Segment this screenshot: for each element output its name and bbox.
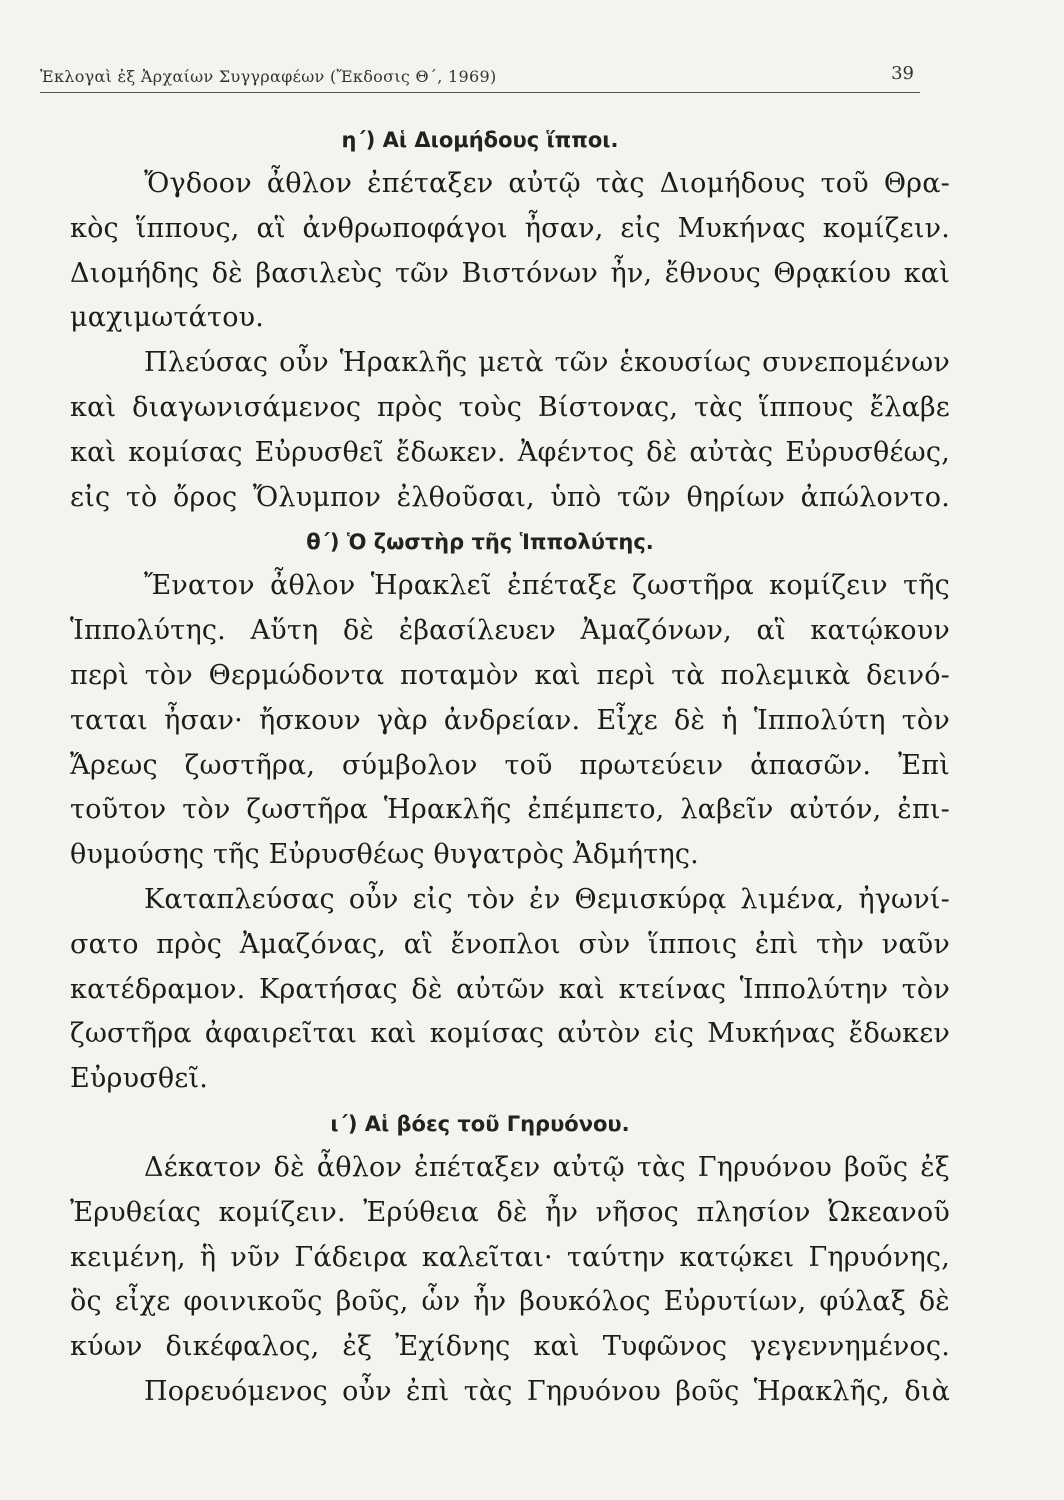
section-heading-theta: θ΄) Ὁ ζωστὴρ τῆς Ἱππολύτης.: [306, 530, 654, 555]
text-line: ζωστῆρα ἀφαιρεῖται καὶ κομίσας αὐτὸν εἰς Μυκήνας ἔδωκεν: [70, 1018, 950, 1050]
text-line: κύων δικέφαλος, ἐξ Ἐχίδνης καὶ Τυφῶνος γεγεννημένος.: [70, 1331, 950, 1363]
running-title: Ἐκλογαὶ ἐξ Ἀρχαίων Συγγραφέων (Ἔκδοσις Θ΄, 1969): [40, 67, 497, 86]
text-line: θυμούσης τῆς Εὐρυσθέως θυγατρὸς Ἀδμήτης.: [70, 839, 699, 871]
section-heading-eta: η΄) Αἱ Διομήδους ἵπποι.: [341, 128, 619, 152]
text-line: Ἱππολύτης. Αὕτη δὲ ἐβασίλευεν Ἀμαζόνων, αἳ κατῴκουν: [70, 615, 950, 647]
text-line: εἰς τὸ ὄρος Ὄλυμπον ἐλθοῦσαι, ὑπὸ τῶν θηρίων ἀπώλοντο.: [70, 481, 950, 513]
text-line: Καταπλεύσας οὖν εἰς τὸν ἐν Θεμισκύρᾳ λιμένα, ἠγωνί-: [144, 883, 950, 915]
text-line: περὶ τὸν Θερμώδοντα ποταμὸν καὶ περὶ τὰ πολεμικὰ δεινό-: [70, 659, 950, 691]
text-line: Πορευόμενος οὖν ἐπὶ τὰς Γηρυόνου βοῦς Ἡρακλῆς, διὰ: [144, 1375, 950, 1407]
text-line: Διομήδης δὲ βασιλεὺς τῶν Βιστόνων ἦν, ἔθνους Θρᾳκίου καὶ: [70, 257, 950, 289]
text-line: τοῦτον τὸν ζωστῆρα Ἡρακλῆς ἐπέμπετο, λαβεῖν αὐτόν, ἐπι-: [70, 794, 950, 826]
text-line: Ἐρυθείας κομίζειν. Ἐρύθεια δὲ ἦν νῆσος πλησίον Ὠκεανοῦ: [70, 1196, 950, 1228]
text-line: σατο πρὸς Ἀμαζόνας, αἳ ἔνοπλοι σὺν ἵπποις ἐπὶ τὴν ναῦν: [70, 928, 950, 960]
text-line: Ἔνατον ἆθλον Ἡρακλεῖ ἐπέταξε ζωστῆρα κομίζειν τῆς: [144, 570, 950, 602]
text-line: μαχιμωτάτου.: [70, 302, 265, 334]
text-line: Εὐρυσθεῖ.: [70, 1063, 209, 1095]
text-line: κὸς ἵππους, αἳ ἀνθρωποφάγοι ἦσαν, εἰς Μυκήνας κομίζειν.: [70, 212, 950, 244]
section-heading-iota: ι΄) Αἱ βόες τοῦ Γηρυόνου.: [330, 1111, 630, 1136]
text-line: Ὄγδοον ἆθλον ἐπέταξεν αὐτῷ τὰς Διομήδους τοῦ Θρα-: [144, 168, 950, 199]
text-line: κατέδραμον. Κρατήσας δὲ αὐτῶν καὶ κτείνας Ἱππολύτην τὸν: [70, 973, 950, 1005]
text-line: κειμένη, ἣ νῦν Γάδειρα καλεῖται· ταύτην κατῴκει Γηρυόνης,: [70, 1241, 950, 1273]
text-line: καὶ κομίσας Εὐρυσθεῖ ἔδωκεν. Ἀφέντος δὲ αὐτὰς Εὐρυσθέως,: [70, 436, 950, 468]
text-line: ταται ἦσαν· ἤσκουν γὰρ ἀνδρείαν. Εἶχε δὲ ἡ Ἱππολύτη τὸν: [70, 704, 950, 736]
page-body: [70, 118, 950, 1415]
text-line: ὃς εἶχε φοινικοῦς βοῦς, ὧν ἦν βουκόλος Εὐρυτίων, φύλαξ δὲ: [70, 1286, 950, 1318]
text-line: Δέκατον δὲ ἆθλον ἐπέταξεν αὐτῷ τὰς Γηρυόνου βοῦς ἐξ: [144, 1151, 950, 1183]
text-line: Ἄρεως ζωστῆρα, σύμβολον τοῦ πρωτεύειν ἁπασῶν. Ἐπὶ: [70, 749, 950, 781]
running-head: [40, 44, 920, 93]
text-line: καὶ διαγωνισάμενος πρὸς τοὺς Βίστονας, τὰς ἵππους ἔλαβε: [70, 391, 950, 423]
text-line: Πλεύσας οὖν Ἡρακλῆς μετὰ τῶν ἑκουσίως συνεπομένων: [144, 347, 950, 379]
page-number: 39: [891, 63, 914, 84]
